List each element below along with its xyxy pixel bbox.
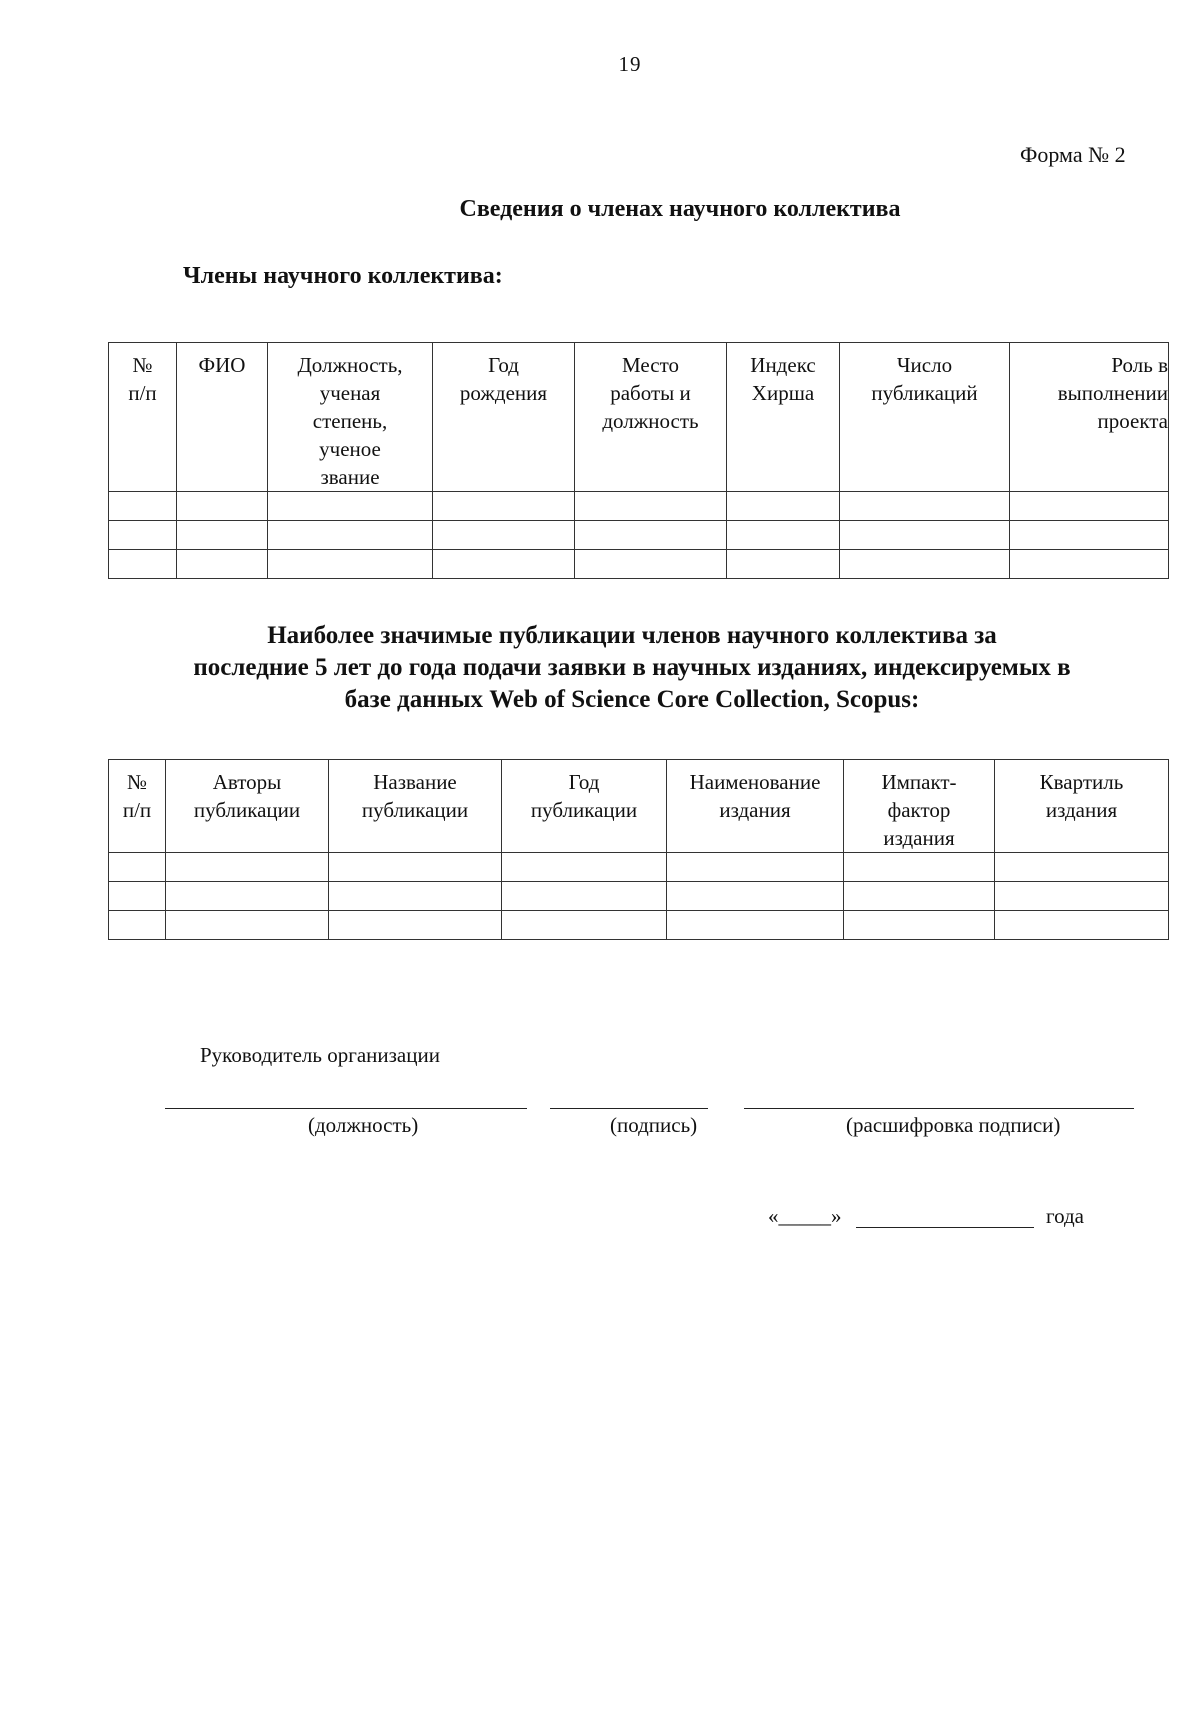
table-cell[interactable] [995,853,1169,882]
table-cell[interactable] [268,521,433,550]
publications-header-cell: Квартиль издания [995,760,1169,853]
table-cell[interactable] [575,550,727,579]
table-cell[interactable] [329,882,502,911]
publications-header-cell: Авторы публикации [166,760,329,853]
table-cell[interactable] [109,911,166,940]
table-cell[interactable] [667,911,844,940]
publications-header-cell: Наименование издания [667,760,844,853]
date-month-line[interactable] [856,1227,1034,1228]
members-header-cell: Роль в выполнении проекта [1010,343,1169,492]
table-cell[interactable] [268,550,433,579]
signature-caption: (подпись) [610,1113,698,1137]
table-row [109,492,1169,521]
table-cell[interactable] [575,492,727,521]
table-cell[interactable] [166,911,329,940]
table-row [109,911,1169,940]
members-header-cell: Индекс Хирша [727,343,840,492]
table-cell[interactable] [844,911,995,940]
table-cell[interactable] [109,853,166,882]
members-header-cell: Год рождения [433,343,575,492]
publications-header-row [109,760,1169,853]
table-cell[interactable] [667,882,844,911]
table-cell[interactable] [109,550,177,579]
members-header-row [109,343,1169,492]
members-table [108,342,1169,579]
signature-line[interactable] [550,1108,708,1109]
table-row [109,853,1169,882]
decoding-line[interactable] [744,1108,1134,1109]
decoding-caption: (расшифровка подписи) [846,1113,1061,1137]
table-cell[interactable] [727,550,840,579]
table-cell[interactable] [1010,550,1169,579]
table-cell[interactable] [177,492,268,521]
table-cell[interactable] [109,521,177,550]
date-day-field[interactable]: «_____» [768,1204,842,1228]
members-header-cell: ФИО [177,343,268,492]
table-row [109,882,1169,911]
page-number: 19 [618,52,642,76]
table-cell[interactable] [502,853,667,882]
table-cell[interactable] [727,492,840,521]
position-caption: (должность) [308,1113,419,1137]
table-cell[interactable] [840,492,1010,521]
publications-header-cell: Импакт- фактор издания [844,760,995,853]
table-cell[interactable] [329,853,502,882]
publications-header-cell: Название публикации [329,760,502,853]
table-cell[interactable] [433,550,575,579]
table-cell[interactable] [329,911,502,940]
table-cell[interactable] [502,911,667,940]
year-label: года [1046,1204,1084,1228]
table-cell[interactable] [268,492,433,521]
table-cell[interactable] [177,521,268,550]
members-heading: Члены научного коллектива: [183,263,503,289]
table-cell[interactable] [433,492,575,521]
table-cell[interactable] [995,882,1169,911]
publications-heading: Наиболее значимые публикации членов научного коллектива за последние 5 лет до года подачи заявки в научных изданиях, индексируемых в базе данных Web of Science Core Collection, Scopus: [193,622,1071,713]
signer-label: Руководитель организации [200,1043,440,1067]
table-cell[interactable] [840,521,1010,550]
publications-table [108,759,1169,940]
table-cell[interactable] [840,550,1010,579]
document-title: Сведения о членах научного коллектива [459,196,901,222]
form-label: Форма № 2 [1020,142,1126,167]
table-cell[interactable] [1010,492,1169,521]
table-cell[interactable] [109,882,166,911]
publications-header-cell: Год публикации [502,760,667,853]
members-header-cell: Должность, ученая степень, ученое звание [268,343,433,492]
table-cell[interactable] [667,853,844,882]
table-cell[interactable] [502,882,667,911]
members-header-cell: Место работы и должность [575,343,727,492]
publications-header-cell: № п/п [109,760,166,853]
table-cell[interactable] [109,492,177,521]
table-cell[interactable] [995,911,1169,940]
table-row [109,550,1169,579]
table-cell[interactable] [177,550,268,579]
table-cell[interactable] [844,853,995,882]
table-cell[interactable] [727,521,840,550]
table-cell[interactable] [433,521,575,550]
members-header-cell: № п/п [109,343,177,492]
table-cell[interactable] [1010,521,1169,550]
table-cell[interactable] [844,882,995,911]
table-cell[interactable] [575,521,727,550]
position-line[interactable] [165,1108,527,1109]
table-row [109,521,1169,550]
table-cell[interactable] [166,853,329,882]
table-cell[interactable] [166,882,329,911]
members-header-cell: Число публикаций [840,343,1010,492]
